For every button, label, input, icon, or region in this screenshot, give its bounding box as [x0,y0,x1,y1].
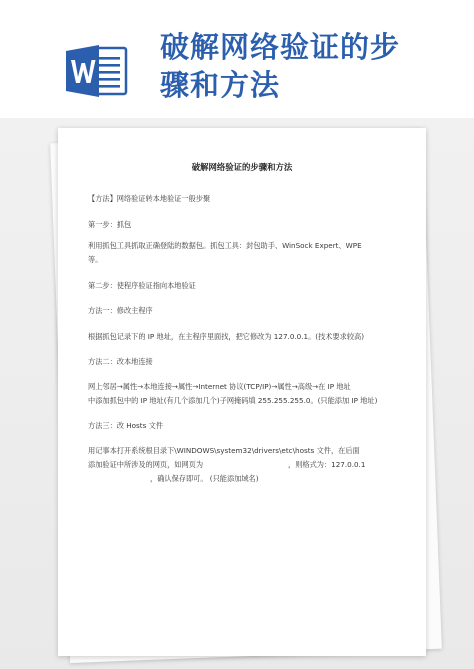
document-line: 第一步：抓包 [88,220,132,229]
document-line: 中添加抓包中的 IP 地址(有几个添加几个)子网掩码填 255.255.255.0。(只能添加 IP 地址) [88,396,378,405]
document-line: 方法一：修改主程序 [88,306,153,315]
banner [0,0,474,118]
document-line: 利用抓包工具抓取正确登陆的数据包。抓包工具：封包助手、WinSock Expert、WPE [88,241,362,250]
banner-title-line1: 破解网络验证的步 [160,30,401,64]
document-line: 根据抓包记录下的 IP 地址，在主程序里面找，把它修改为 127.0.0.1。(技术要求较高) [88,332,365,341]
banner-title-line2: 骤和方法 [160,68,281,102]
banner-title [160,28,460,104]
document-page [58,128,426,656]
document-line: 第二步：使程序验证指向本地验证 [88,281,196,290]
document-title: 破解网络验证的步骤和方法 [191,162,293,172]
word-icon [66,44,128,98]
document-line: 方法二：改本地连接 [88,357,153,366]
document-line: 等。 [88,255,103,264]
document-line: 【方法】网络验证转本地验证一般步聚 [88,194,211,203]
document-line: ，确认保存即可。 (只能添加域名) [150,474,259,483]
document-line: ，则格式为：127.0.0.1 [288,460,366,469]
document-line: 方法三：改 Hosts 文件 [88,421,163,430]
document-line: 网上邻居→属性→本地连接→属性→Internet 协议(TCP/IP)→属性→高级→在 IP 地址 [88,382,351,391]
document-line: 添加验证中所涉及的网页，如网页为 [88,460,204,469]
document-line: 用记事本打开系统根目录下\WINDOWS\system32\drivers\etc\hosts 文件，在后面 [88,446,360,455]
